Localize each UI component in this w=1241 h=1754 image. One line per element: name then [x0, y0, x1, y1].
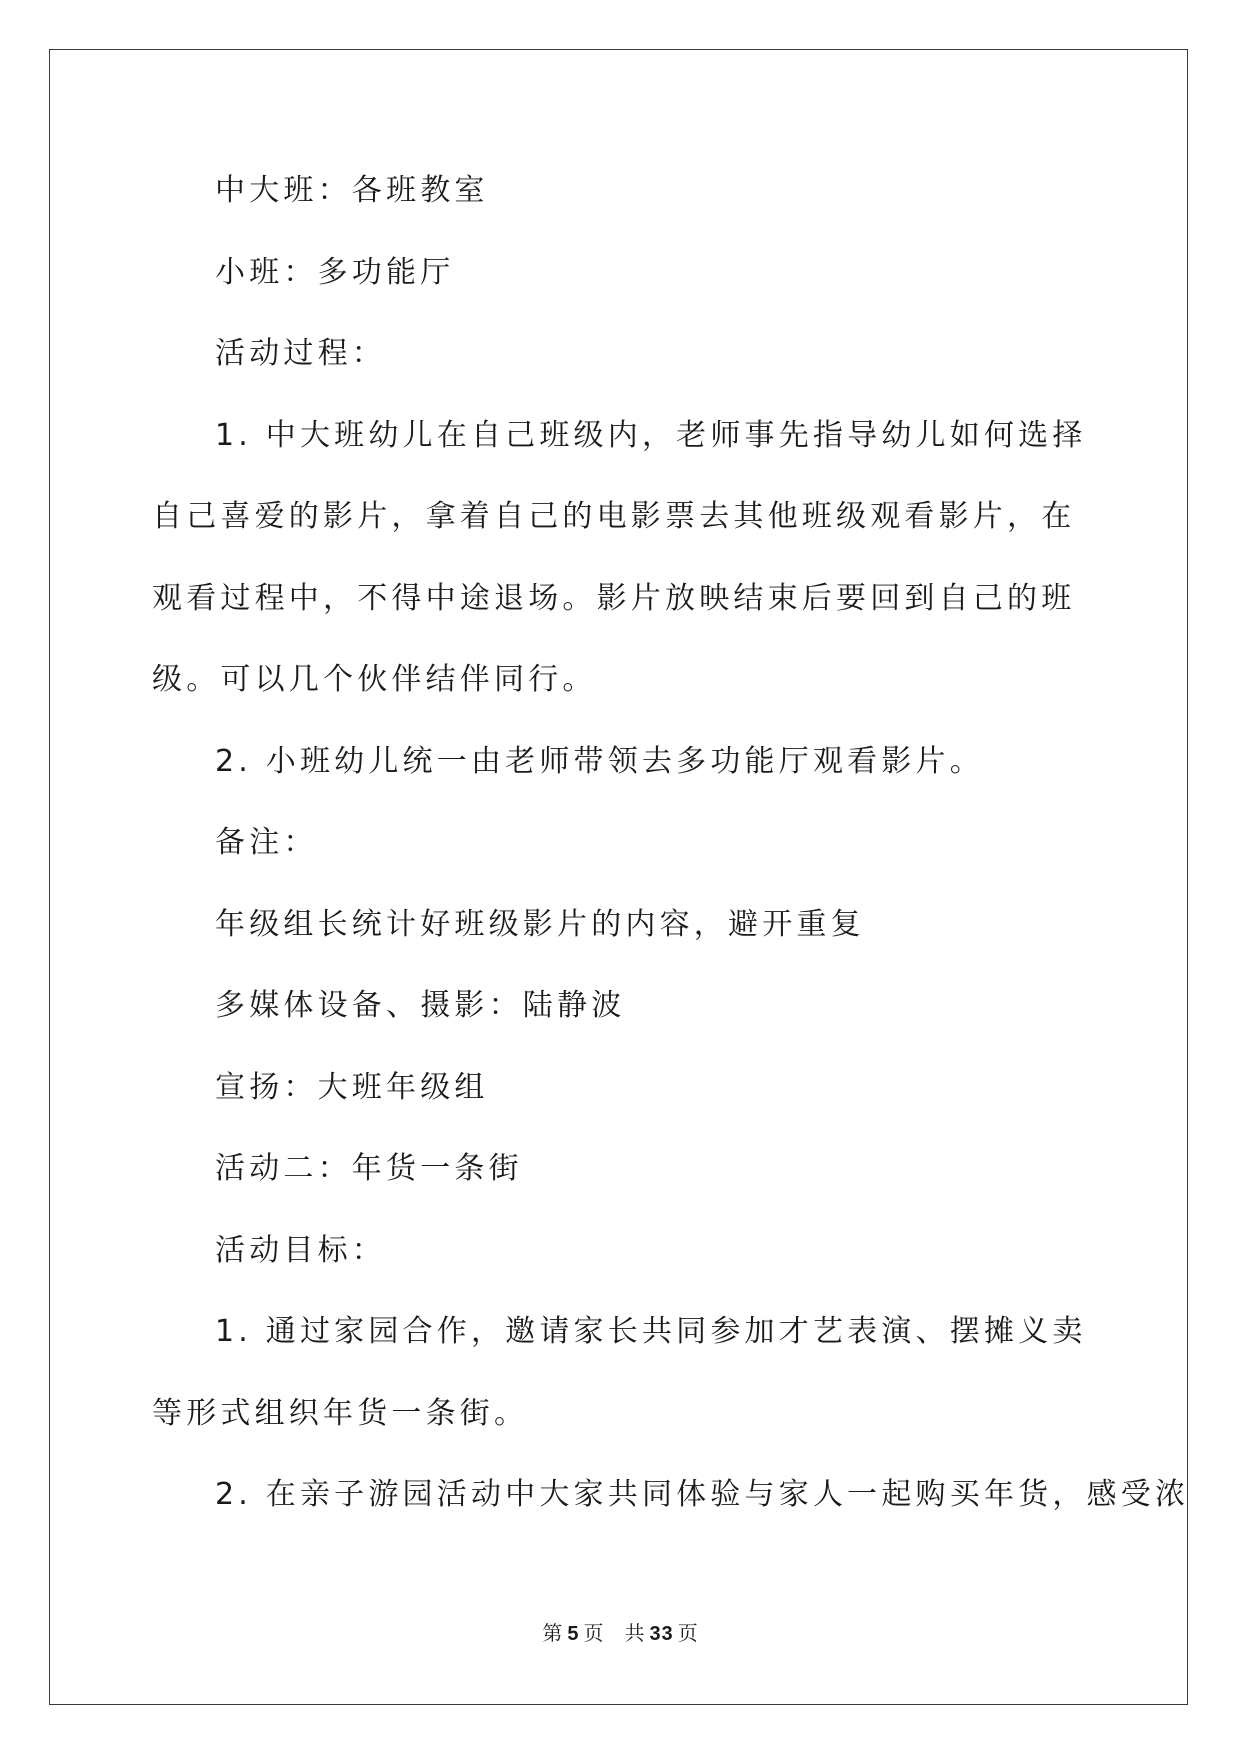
paragraph-note-promotion: 宣扬：大班年级组 [215, 1069, 489, 1105]
footer-total-pages: 33 [649, 1623, 674, 1645]
paragraph-note-grade-leader: 年级组长统计好班级影片的内容，避开重复 [215, 906, 865, 942]
paragraph-activity-two-title: 活动二：年货一条街 [215, 1151, 523, 1186]
document-body [152, 150, 1190, 1536]
paragraph-goals-heading: 活动目标： [215, 1232, 386, 1268]
footer-total-suffix: 页 [677, 1621, 699, 1645]
paragraph-process-heading: 活动过程： [215, 336, 386, 371]
paragraph-venue-small: 小班：多功能厅 [215, 254, 455, 290]
footer-page-prefix: 第 [542, 1621, 564, 1645]
footer-total-prefix: 共 [624, 1621, 646, 1645]
page-footer [0, 1617, 1241, 1646]
paragraph-notes-heading: 备注： [215, 825, 318, 860]
footer-page-suffix: 页 [583, 1621, 605, 1645]
paragraph-note-multimedia: 多媒体设备、摄影：陆静波 [215, 988, 626, 1023]
footer-page-number: 5 [567, 1623, 580, 1645]
paragraph-process-step-1: 1. 中大班幼儿在自己班级内，老师事先指导幼儿如何选择自己喜爱的影片，拿着自己的电影票去其他班级观看影片，在观看过程中，不得中途退场。影片放映结束后要回到自己的班级。可以几个伙伴结伴同行。 [152, 417, 1087, 697]
paragraph-goal-1: 1. 通过家园合作，邀请家长共同参加才艺表演、摆摊义卖等形式组织年货一条街。 [152, 1314, 1087, 1431]
paragraph-process-step-2: 2. 小班幼儿统一由老师带领去多功能厅观看影片。 [215, 743, 984, 779]
paragraph-goal-2: 2. 在亲子游园活动中大家共同体验与家人一起购买年货，感受浓 [215, 1477, 1190, 1512]
paragraph-venue-middle-large: 中大班：各班教室 [215, 173, 489, 208]
